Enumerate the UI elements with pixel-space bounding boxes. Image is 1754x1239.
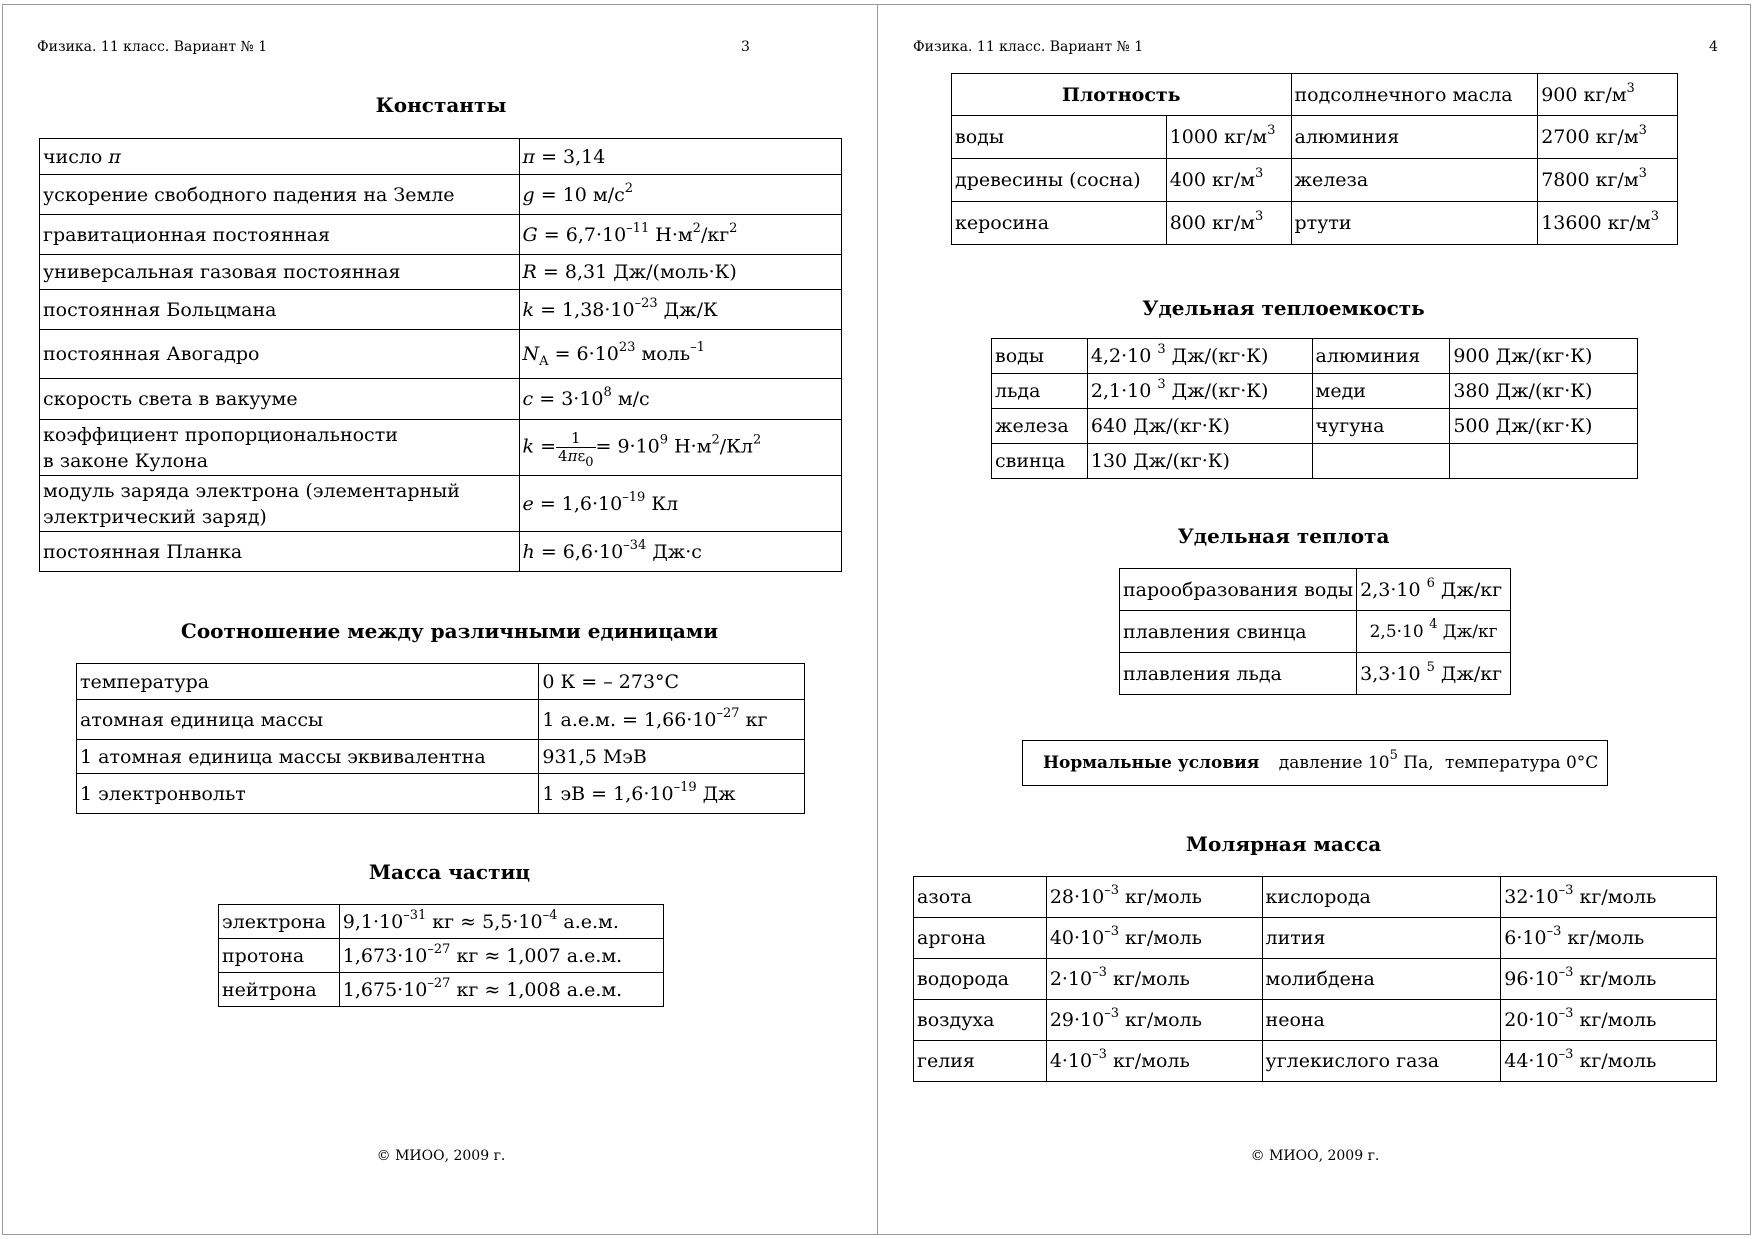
density-value: 400 $кг/м^3$	[1166, 159, 1291, 202]
molar-mass-value: $40\cdot 10^{-3}$ кг/моль	[1046, 918, 1262, 959]
fraction: $\frac{1}{4\pi\varepsilon_0}$	[558, 429, 594, 470]
molar-mass-title: Молярная масса	[1185, 832, 1382, 856]
normal-conditions-pressure: $10^5$ Па,	[1367, 748, 1434, 773]
density-value: 1000 $кг/м^3$	[1166, 116, 1291, 159]
constant-value: g = 10 $м/с^2$	[519, 175, 841, 215]
density-value: 800 $кг/м^3$	[1166, 202, 1291, 245]
table-row	[40, 175, 842, 215]
unit-value: 1 а.е.м. = $1,66\cdot 10^{-27}$ кг	[539, 700, 805, 740]
molar-mass-value: $44\cdot 10^{-3}$ кг/моль	[1501, 1041, 1717, 1082]
density-name: ртути	[1291, 202, 1538, 245]
particles-title: Масса частиц	[368, 860, 531, 884]
material-name: алюминия	[1312, 339, 1450, 374]
table-row	[952, 159, 1678, 202]
material-name	[1312, 444, 1450, 479]
constant-name: коэффициент пропорциональности в законе Кулона	[40, 420, 520, 476]
molar-mass-value: $96\cdot 10^{-3}$ кг/моль	[1501, 959, 1717, 1000]
unit-value: 0 К = – 273°С	[539, 664, 805, 700]
particle-name: электрона	[219, 905, 340, 939]
density-title: Плотность	[952, 74, 1292, 116]
constant-name: гравитационная постоянная	[40, 215, 520, 255]
table-row	[914, 1000, 1717, 1041]
density-name: подсолнечного масла	[1291, 74, 1538, 116]
page-header: Физика. 11 класс. Вариант № 1	[37, 39, 268, 55]
molar-mass-value: $29\cdot 10^{-3}$ кг/моль	[1046, 1000, 1262, 1041]
gas-name: углекислого газа	[1262, 1041, 1501, 1082]
heat-capacity-value: 380 Дж/(кг·К)	[1450, 374, 1638, 409]
heat-capacity-value: 500 Дж/(кг·К)	[1450, 409, 1638, 444]
constant-name: ускорение свободного падения на Земле	[40, 175, 520, 215]
constants-title: Константы	[375, 93, 507, 117]
unit-name: атомная единица массы	[77, 700, 539, 740]
page-4	[877, 4, 1751, 1235]
density-name: керосина	[952, 202, 1167, 245]
table-row	[77, 774, 805, 814]
table-row	[40, 379, 842, 420]
table-row	[77, 740, 805, 774]
material-name: железа	[992, 409, 1088, 444]
density-name: железа	[1291, 159, 1538, 202]
constant-name: универсальная газовая постоянная	[40, 255, 520, 290]
constant-value: $e = 1,6\cdot 10^{-19}$ Кл	[519, 476, 841, 532]
molar-mass-value: $28\cdot 10^{-3}$ кг/моль	[1046, 877, 1262, 918]
particle-mass: $1,675\cdot 10^{-27}$ кг ≈ 1,008 а.е.м.	[339, 973, 663, 1007]
heat-capacity-value: 2,1·10 $^3$ Дж/(кг·К)	[1087, 374, 1312, 409]
constant-name: постоянная Планка	[40, 532, 520, 572]
table-row	[40, 215, 842, 255]
gas-name: гелия	[914, 1041, 1047, 1082]
constant-value: $h = 6,6\cdot 10^{-34}$ Дж·с	[519, 532, 841, 572]
material-name: свинца	[992, 444, 1088, 479]
normal-conditions-pressure-label: давление	[1278, 753, 1363, 773]
molar-mass-value: $2\cdot 10^{-3}$ кг/моль	[1046, 959, 1262, 1000]
units-title: Соотношение между различными единицами	[180, 619, 719, 643]
constant-name: скорость света в вакууме	[40, 379, 520, 420]
unit-name: 1 электронвольт	[77, 774, 539, 814]
constant-name: число π	[40, 139, 520, 175]
constant-value: k = $\frac{1}{4\pi\varepsilon_0}$ = $9\cdot 10^9$ $Н\cdot м^2/Кл^2$	[519, 420, 841, 476]
gas-name: воздуха	[914, 1000, 1047, 1041]
density-value: 2700 $кг/м^3$	[1538, 116, 1678, 159]
table-row	[40, 420, 842, 476]
table-row	[952, 74, 1678, 116]
molar-mass-table	[913, 876, 1717, 1082]
table-row	[914, 918, 1717, 959]
table-row	[40, 139, 842, 175]
particles-table	[218, 904, 664, 1007]
table-row	[219, 939, 664, 973]
units-table	[76, 663, 805, 814]
molar-mass-value: $6\cdot 10^{-3}$ кг/моль	[1501, 918, 1717, 959]
table-row	[40, 255, 842, 290]
molar-mass-value: $32\cdot 10^{-3}$ кг/моль	[1501, 877, 1717, 918]
page-footer: © МИОО, 2009 г.	[376, 1148, 506, 1164]
page-header: Физика. 11 класс. Вариант № 1	[913, 39, 1144, 55]
gas-name: кислорода	[1262, 877, 1501, 918]
gas-name: лития	[1262, 918, 1501, 959]
constant-name: постоянная Больцмана	[40, 290, 520, 330]
table-row	[952, 116, 1678, 159]
heat-capacity-value: 130 Дж/(кг·К)	[1087, 444, 1312, 479]
normal-conditions-label: Нормальные условия	[1043, 753, 1260, 773]
table-row	[992, 409, 1638, 444]
unit-name: температура	[77, 664, 539, 700]
constants-table	[39, 138, 842, 572]
particle-name: протона	[219, 939, 340, 973]
gas-name: азота	[914, 877, 1047, 918]
specific-heat-value: 3,3·10 $^5$ Дж/кг	[1357, 653, 1511, 695]
table-row	[40, 290, 842, 330]
material-name: воды	[992, 339, 1088, 374]
density-name: алюминия	[1291, 116, 1538, 159]
table-row	[992, 444, 1638, 479]
page-3	[2, 4, 878, 1235]
unit-value: 1 эВ = $1,6\cdot 10^{-19}$ Дж	[539, 774, 805, 814]
specific-heat-table	[1119, 568, 1511, 695]
constant-value: $c = 3\cdot 10^8$ м/с	[519, 379, 841, 420]
density-name: воды	[952, 116, 1167, 159]
density-value: 7800 $кг/м^3$	[1538, 159, 1678, 202]
heat-capacity-table	[991, 338, 1638, 479]
specific-heat-value: 2,3·10 $^6$ Дж/кг	[1357, 569, 1511, 611]
heat-capacity-value: 900 Дж/(кг·К)	[1450, 339, 1638, 374]
table-row	[1120, 653, 1511, 695]
unit-value: 931,5 МэВ	[539, 740, 805, 774]
constant-value: $k = 1,38\cdot 10^{-23}$ Дж/К	[519, 290, 841, 330]
normal-conditions-temperature: температура 0°С	[1445, 753, 1599, 773]
heat-capacity-value: 640 Дж/(кг·К)	[1087, 409, 1312, 444]
constant-name: постоянная Авогадро	[40, 330, 520, 379]
table-row	[1120, 611, 1511, 653]
particle-mass: $9,1\cdot 10^{-31}$ кг ≈ $5,5\cdot 10^{-4}$ а.е.м.	[339, 905, 663, 939]
table-row	[914, 1041, 1717, 1082]
page-footer: © МИОО, 2009 г.	[1250, 1148, 1380, 1164]
molar-mass-value: $4\cdot 10^{-3}$ кг/моль	[1046, 1041, 1262, 1082]
constant-value: π = 3,14	[519, 139, 841, 175]
table-row	[914, 959, 1717, 1000]
constant-value: R = 8,31 Дж/(моль·К)	[519, 255, 841, 290]
table-row	[77, 664, 805, 700]
gas-name: неона	[1262, 1000, 1501, 1041]
table-row	[77, 700, 805, 740]
density-value: 13600 $кг/м^3$	[1538, 202, 1678, 245]
table-row	[219, 905, 664, 939]
page-number: 3	[741, 39, 750, 55]
process-name: плавления свинца	[1120, 611, 1357, 653]
table-row	[952, 202, 1678, 245]
table-row	[992, 339, 1638, 374]
density-value: 900 $кг/м^3$	[1538, 74, 1678, 116]
material-name: меди	[1312, 374, 1450, 409]
material-name: льда	[992, 374, 1088, 409]
constant-name: модуль заряда электрона (элементарный электрический заряд)	[40, 476, 520, 532]
process-name: плавления льда	[1120, 653, 1357, 695]
density-name: древесины (сосна)	[952, 159, 1167, 202]
heat-capacity-title: Удельная теплоемкость	[1142, 296, 1425, 320]
particle-mass: $1,673\cdot 10^{-27}$ кг ≈ 1,007 а.е.м.	[339, 939, 663, 973]
constant-value: $N_A = 6\cdot 10^{23}$ моль$^{-1}$	[519, 330, 841, 379]
table-row	[1120, 569, 1511, 611]
heat-capacity-value	[1450, 444, 1638, 479]
table-row	[40, 330, 842, 379]
table-row	[914, 877, 1717, 918]
gas-name: аргона	[914, 918, 1047, 959]
molar-mass-value: $20\cdot 10^{-3}$ кг/моль	[1501, 1000, 1717, 1041]
table-row	[219, 973, 664, 1007]
table-row	[40, 532, 842, 572]
gas-name: молибдена	[1262, 959, 1501, 1000]
specific-heat-value: 2,5·10 $^4$ Дж/кг	[1357, 611, 1511, 653]
unit-name: 1 атомная единица массы эквивалентна	[77, 740, 539, 774]
gas-name: водорода	[914, 959, 1047, 1000]
constant-value: $G = 6,7\cdot 10^{-11}$ $Н\cdot м^2/кг^2$	[519, 215, 841, 255]
table-row	[40, 476, 842, 532]
particle-name: нейтрона	[219, 973, 340, 1007]
specific-heat-title: Удельная теплота	[1177, 524, 1390, 548]
heat-capacity-value: 4,2·10 $^3$ Дж/(кг·К)	[1087, 339, 1312, 374]
table-row	[992, 374, 1638, 409]
page-number: 4	[1709, 39, 1718, 55]
normal-conditions-box	[1022, 740, 1608, 786]
material-name: чугуна	[1312, 409, 1450, 444]
density-table	[951, 73, 1678, 245]
process-name: парообразования воды	[1120, 569, 1357, 611]
